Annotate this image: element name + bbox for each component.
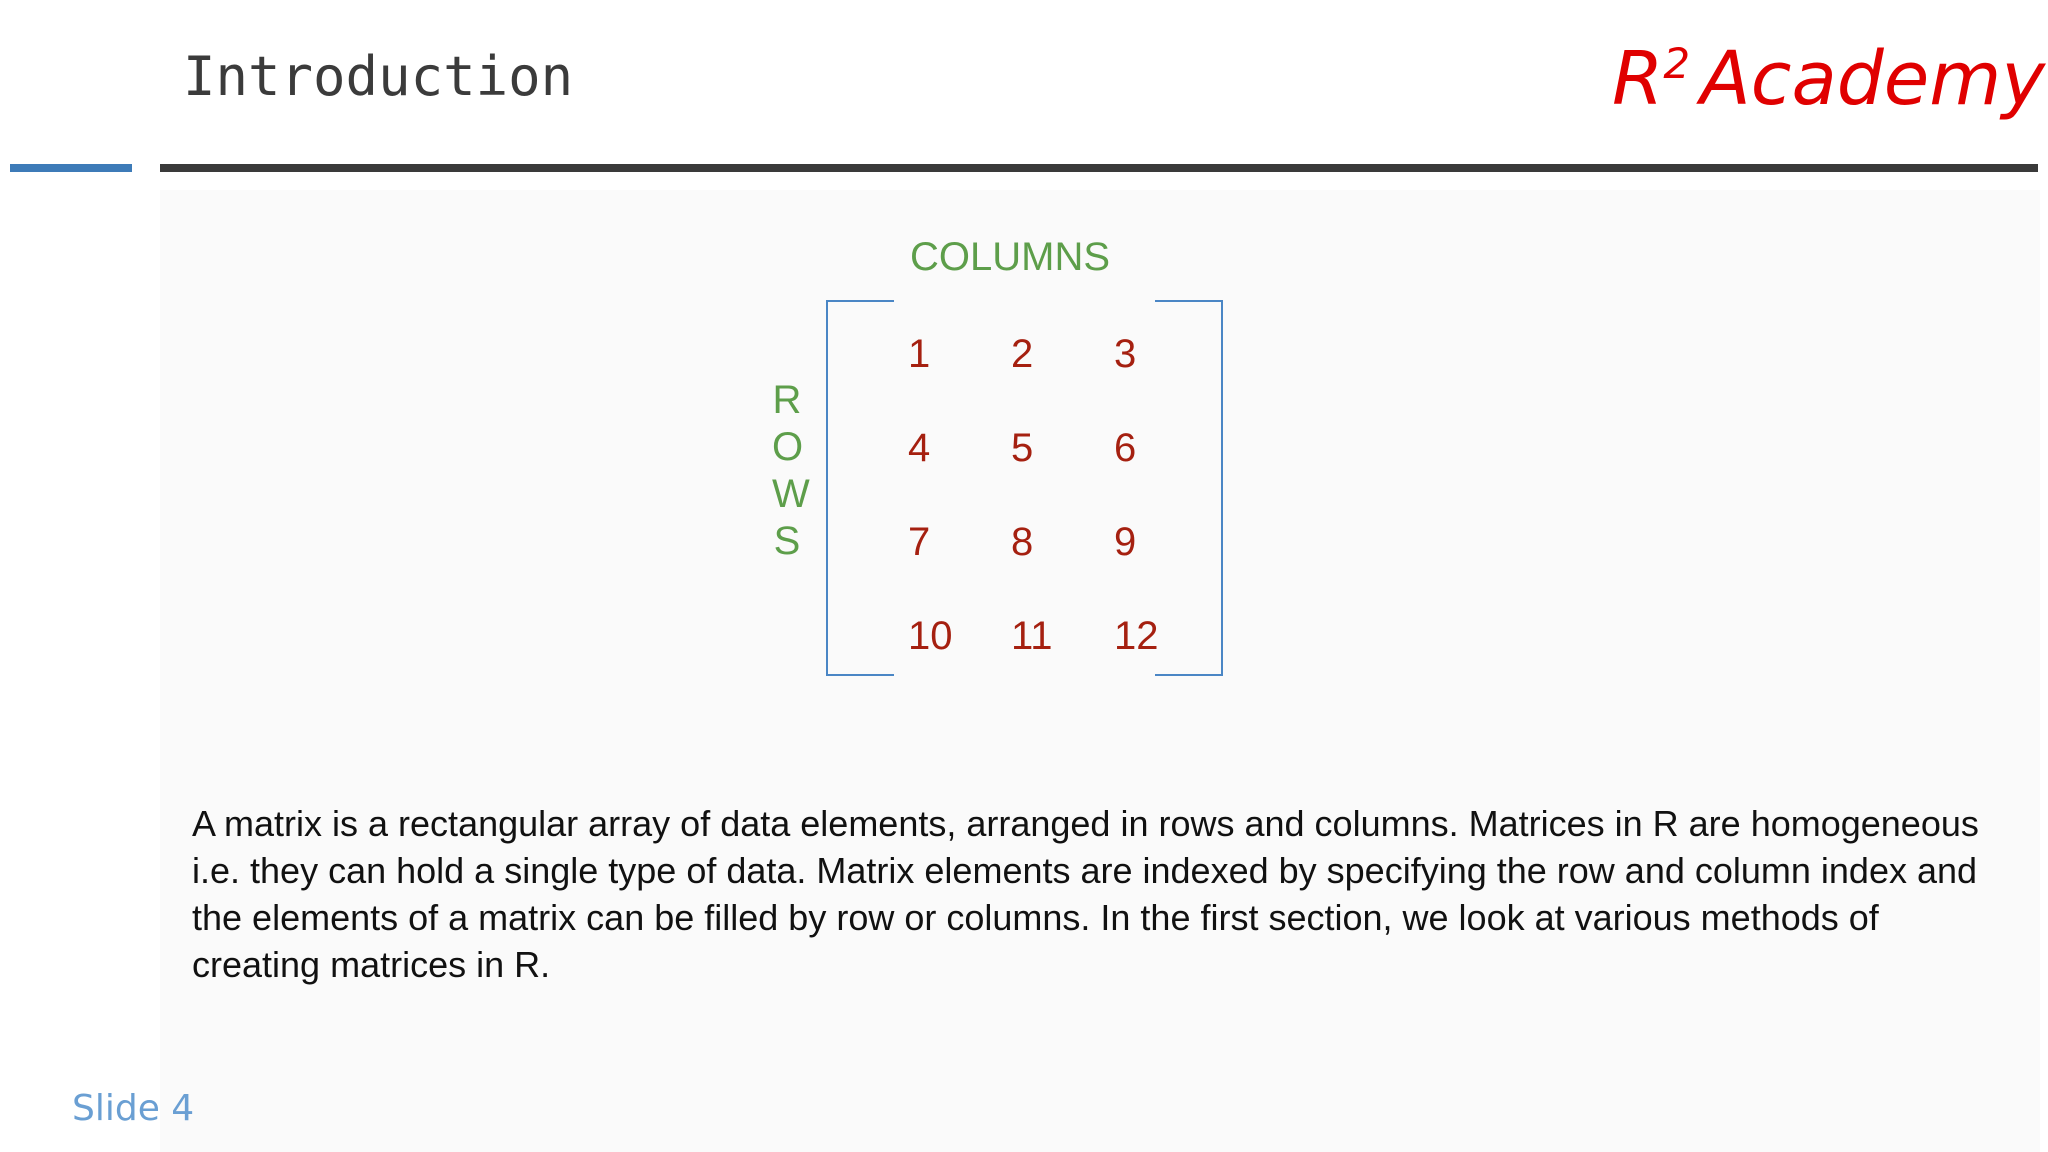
matrix-cell: 8 — [1011, 520, 1034, 564]
matrix-cell: 11 — [1011, 614, 1053, 658]
rows-label-letter: R — [772, 378, 802, 422]
matrix-cell: 3 — [1114, 332, 1137, 376]
matrix-cell: 7 — [908, 520, 931, 564]
header-rule-accent — [10, 164, 132, 172]
matrix-cell: 1 — [908, 332, 931, 376]
matrix-cell: 4 — [908, 426, 931, 470]
rows-label — [772, 377, 810, 565]
rows-label-letter: S — [773, 519, 801, 563]
matrix-left-bracket — [826, 300, 894, 676]
matrix-cell: 12 — [1114, 614, 1159, 658]
slide-number: Slide 4 — [72, 1088, 195, 1129]
matrix-cell: 2 — [1011, 332, 1034, 376]
slide-title: Introduction — [183, 45, 574, 108]
matrix-cell: 9 — [1114, 520, 1137, 564]
columns-label: COLUMNS — [910, 235, 1111, 279]
matrix-cell: 6 — [1114, 426, 1137, 470]
matrix-cell: 5 — [1011, 426, 1034, 470]
brand-letter: R — [1612, 36, 1664, 122]
rows-label-letter: O — [772, 425, 804, 469]
brand-superscript: 2 — [1663, 39, 1691, 88]
header-rule — [160, 164, 2038, 172]
brand-suffix: Academy — [1700, 36, 2046, 122]
matrix-grid — [908, 331, 1217, 707]
rows-label-letter: W — [772, 472, 810, 516]
brand-logo — [1612, 36, 2046, 122]
matrix-cell: 10 — [908, 614, 953, 658]
description-paragraph: A matrix is a rectangular array of data elements, arranged in rows and columns. Matrices in R are homogeneous i.e. they can hold a single type of data. Matrix elements are indexed by specifying the row and column index and the elements of a matrix can be filled by row or columns. In the first section, we look at various methods of creating matrices in R. — [192, 803, 1979, 985]
